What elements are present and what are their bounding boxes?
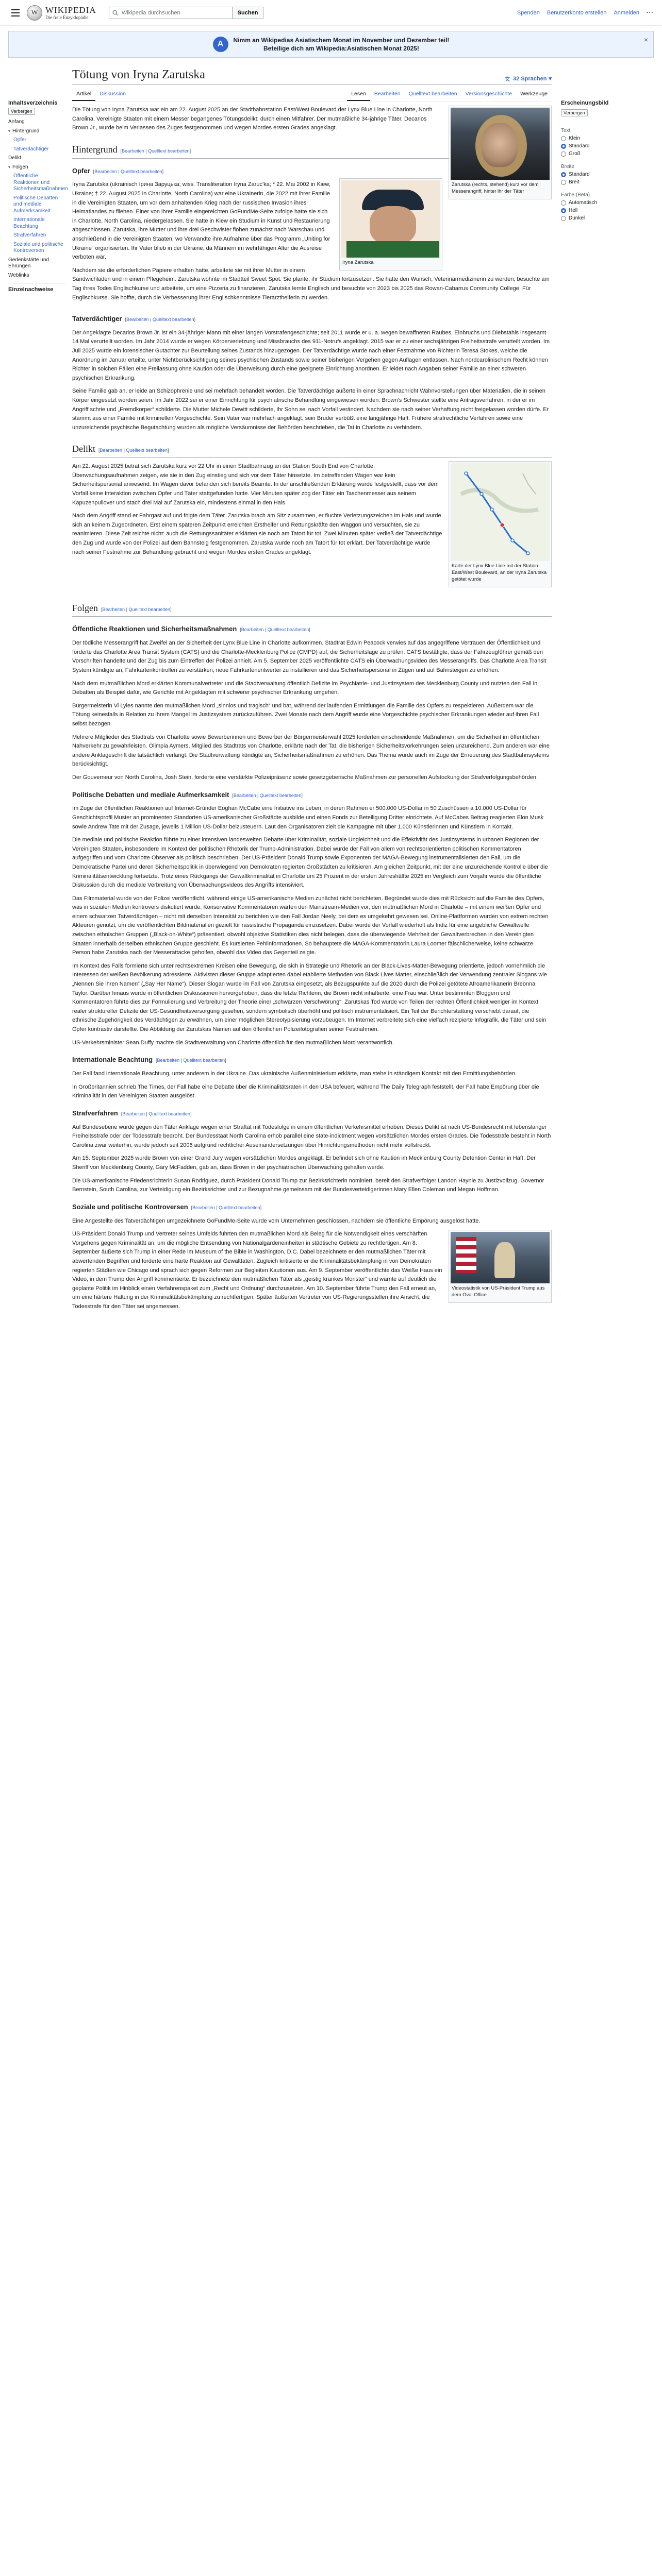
tat-paragraph-2: Seine Familie gab an, er leide an Schizophrenie und sei mehrfach behandelt worden. Die Tatverdächtige äußerte in einer Sprachnachricht Wahnvorstellungen über Materialien, die in seinen Körper eingesetzt worden seien. Im Jahr 2022 sei er einer Einrichtung für psychiatrische Behandlung eingewiesen worden. Brown's Schwester stellte eine Antragsverfahren, in der er im Angriff schrie und „Fremdkörper“ schilderte. Die Mutter Michele Dewitt schilderte, ihr Sohn sei nach Vorfall verändert. Nachdem sie nach seiner Verhaftung nicht freigelassen worden dürfe. Er stammt aus einer Familie mit kriminellen Vorgeschichte. Sein Vater war mehrfach angeklagt, sein Bruder verbüßt eine langjährige Haft. Frühere strafrechtliche Verfahren sowie eine unzureichende psychische Begutachtung wurden als mögliche Versäumnisse der Behörden beschrieben, die Tat in Charlotte zu verhindern. xyxy=(72,388,549,431)
tab-diskussion[interactable]: Diskussion xyxy=(100,91,126,97)
kon-paragraph-1: Eine Angestellte des Tatverdächtigen umgezeichnete GoFundMe-Seite wurde vom Unternehmen geschlossen, nachdem sie öffentliche Empörung ausgelöst hatte. xyxy=(72,1217,481,1224)
radio-icon xyxy=(561,180,566,185)
infobox-caption: Videostatistik von US-Präsident Trump aus dem Oval Office xyxy=(452,1285,545,1298)
text-size-group xyxy=(561,128,649,157)
toc-item-label: Gedenkstätte und Ehrungen xyxy=(8,257,49,269)
tab-quelltext[interactable]: Quelltext bearbeiten xyxy=(408,91,457,97)
toc-item-label: Öffentliche Reaktionen und Sicherheitsmaßnahmen xyxy=(13,173,68,192)
heading-hintergrund: Hintergrund [Bearbeiten | Quelltext bearbeiten] xyxy=(72,142,552,159)
reak-paragraph-3: Bürgermeisterin Vi Lyles nannte den mutmaßlichen Mord „sinnlos und tragisch“ und bat, während der laufenden Ermittlungen die Familie des Opfers zu respektieren. Außerdem war die Tötung keinesfalls in Relation zu ihrem Mangel im Justizsystem zurückzuführen. Zwei Monate nach dem Angriff wurde eine Vorgeschichte psychischer Erkrankungen wieder auf ihren Fall selbst bezogen. xyxy=(72,702,539,727)
delikt-paragraph-2: Nach dem Angriff stand er Fahrgast auf und folgte dem Täter. Zarutska brach am Sitz zusammen, er fluchte Verletzungszeichen im Hals und wurde sich an keinem Zugeordneten. Erst einem späteren Zeitpunkt erreichten Ersthelfer und Rettungskräfte den Waggon und versuchten, sie zu reanimieren. Diese Zeit reichte nicht: auch die Rettungssanitäter erklärten sie noch am Tatort für tot. Zwei Minuten später verließ der Tatverdächtige den Zug und wurde von der Polizei auf dem Bahnsteig festgenommen. Zarutska wurde noch am Tatort für tot erklärt. Der Tatverdächtige wurde nach seiner Festnahme zur Behandlung gebracht und wegen Mordes ersten Grades angeklagt. xyxy=(72,513,442,555)
radio-selected-icon xyxy=(561,208,566,213)
reak-paragraph-4: Mehrere Mitglieder des Stadtrats von Charlotte sowie Bewerberinnen und Bewerber der Bürgermeisterwahl 2025 forderten einschneidende Maßnahmen, um die Sicherheit im öffentlichen Nahverkehr zu gewährleisten. Olimpia Aymers, Mitglied des Stadtrats von Charlotte, erklärte nach der Tat, die bisherigen Sicherheitsvorkehrungen seien unzureichend. Zum anderen war eine andere Anklageschrift die tatsächlich verlangt. Die Stadtverwaltung kündigte an, Sicherheitsmaßnahmen zu erhöhen. Das Thema wurde auch im Zuge der Erneuerung des Stadtbahnsystems berücksichtigt. xyxy=(72,734,550,768)
toc-item-label: Hintergrund xyxy=(12,128,40,134)
text-standard-option[interactable]: Standard xyxy=(561,143,649,149)
edit-link[interactable]: Bearbeiten xyxy=(94,168,117,174)
site-notice-banner xyxy=(8,31,654,58)
heading-debatten: Politische Debatten und mediale Aufmerksamkeit [Bearbeiten | Quelltext bearbeiten] xyxy=(72,790,303,799)
color-light-option[interactable]: Hell xyxy=(561,208,649,213)
edit-source-link[interactable]: Quelltext bearbeiten xyxy=(152,317,194,323)
toc-list xyxy=(8,119,68,279)
toc-item-label: Soziale und politische Kontroversen xyxy=(13,241,63,253)
trump-video-thumbnail[interactable] xyxy=(451,1232,550,1283)
infobox-caption: Zarutska (rechts, stehend) kurz vor dem Messerangriff, hinter ihr der Täter xyxy=(452,182,539,194)
appearance-panel xyxy=(561,64,649,1315)
appearance-hide-button[interactable]: Verbergen xyxy=(561,109,588,116)
edit-link[interactable]: Bearbeiten xyxy=(233,792,256,798)
page-title: Tötung von Iryna Zarutska xyxy=(72,68,205,81)
toc-item[interactable] xyxy=(8,217,65,230)
toc-item-einzelnachweise[interactable]: Einzelnachweise xyxy=(8,286,54,293)
language-icon xyxy=(505,76,511,82)
deb-paragraph-3: Das Filmmaterial wurde von der Polizei veröffentlicht, während einige US-amerikanische Medien zunächst nicht berichteten. Begründet wurde dies mit Rücksicht auf die Familie des Opfers, was in sozialen Medien kontrovers diskutiert wurde. Konservative Kommentatoren warfen den Mainstream-Medien vor, den mutmaßlichen Mord in Charlotte – mit einem weißen Opfer und einem schwarzen Tatverdächtigen – nicht mit derselben Intensität zu berichten wie den Fall Jordan Neely, bei dem es umgekehrt gewesen sei. Online-Plattformen wurden von extrem rechten Akteuren genutzt, um die veröffentlichten Bildmaterialien gezielt für rassistische Propaganda einzusetzen. Dabei wurde der Vorfall wiederholt als Indiz für eine angebliche Gewaltwelle zwischen ethnischen Gruppen („Black-on-White“) präsentiert, obwohl objektive Statistiken dies nicht belegen, dass die überwiegende Mehrheit der Gewaltverbrechen in den Vereinigten Staaten innerhalb derselben ethnischen Gruppe geschieht. Es kursierten Fehlinformationen. So behauptete die MAGA-Kommentatorin Laura Loomer fälschlicherweise, keine schwarze Person habe Zarutska nach der Messerattacke geholfen, obwohl das Video das Gegenteil zeigte. xyxy=(72,895,549,956)
edit-link[interactable]: Bearbeiten xyxy=(100,448,123,453)
color-auto-option[interactable]: Automatisch xyxy=(561,200,649,206)
reak-paragraph-2: Nach dem mutmaßlichen Mord erklärten Kommunalvertreter und die Stadtverwaltung öffentlich Defizite im Psychiatrie- und Justizsystem des Mecklenburg County und nutzten den Fall in Debatten als Beispiel dafür, wie Gerichte mit Angeklagten mit schwerer psychischer Erkrankung umgehen. xyxy=(72,680,538,696)
chevron-down-icon: ▾ xyxy=(549,76,552,82)
globe-icon: W xyxy=(27,5,42,21)
toc-item[interactable] xyxy=(8,146,65,153)
heading-folgen: Folgen [Bearbeiten | Quelltext bearbeiten] xyxy=(72,601,552,617)
deb-paragraph-1: Im Zuge der öffentlichen Reaktionen auf Internet-Gründer Eoghan McCabe eine Initiative ins Leben, in deren Rahmen er 500.000 US-Dollar in 50 Zuschüssen à 10.000 US-Dollar für Geschichtsprofil Muster an prominenten Standorten US-amerikanischer Großstädte ausbilde und einen Fonds zur Beteiligung Dritter einrichtete. Auf McCabes Beitrag reagierten Elon Musk sowie Andrew Tate mit der Zusage, jeweils 1 Million US-Dollar beizusteuern. Laut den Organisatoren zielt die Kampagne mit über 1.000 Künstlerinnen und Künstlern in Kontakt. xyxy=(72,805,544,830)
logo-subtitle: Die freie Enzyklopädie xyxy=(45,14,89,20)
width-label: Breite xyxy=(561,164,575,170)
toc-item-label: Strafverfahren xyxy=(13,232,46,238)
menu-bar-icon xyxy=(11,15,20,16)
main-menu-button[interactable] xyxy=(8,6,23,20)
infobox-map xyxy=(449,461,552,587)
svg-text:文: 文 xyxy=(505,76,510,82)
heading-strafverfahren: Strafverfahren [Bearbeiten | Quelltext bearbeiten] xyxy=(72,1109,192,1117)
toc-item[interactable] xyxy=(8,164,65,171)
infobox-victim-photo xyxy=(339,178,442,270)
heading-international: Internationale Beachtung [Bearbeiten | Quelltext bearbeiten] xyxy=(72,1056,226,1064)
banner-line-2[interactable]: Beteilige dich am Wikipedia:Asiatischen Monat 2025! xyxy=(263,45,419,52)
page-tabs xyxy=(72,89,552,101)
toc-item-label: Anfang xyxy=(8,119,25,125)
radio-icon xyxy=(561,200,566,206)
tab-lesen[interactable]: Lesen xyxy=(347,89,370,101)
reak-paragraph-5: Der Gouverneur von North Carolina, Josh Stein, forderte eine verstärkte Polizeipräsenz sowie gesetzgeberische Maßnahmen zur personellen Aufstockung der Strafverfolgungsbehörden. xyxy=(72,774,538,781)
toc-item[interactable] xyxy=(8,195,65,215)
radio-selected-icon xyxy=(561,144,566,149)
reak-paragraph-1: Der tödliche Messerangriff hat Zweifel an der Sicherheit der Lynx Blue Line in Charlotte aufkommen. Stadtrat Edwin Peacock verwies auf das angegriffene Vertrauen der Öffentlichkeit und forderte das Charlotte Area Transit System (CATS) und die Charlotte-Mecklenburg Police (CMPD) auf, die Sicherheitslage zu prüfen. CATS bestätigte, dass der Fahrzeugführer gemäß den Vorschriften handelte und der Zug bis zum Eintreffen der Polizei anhielt. Am 5. September 2025 veröffentlichte CATS ein Überwachungsvideo des Messerangriffs. Das Charlotte Area Transit System kündigte an, Fahrkartenkontrollen zu verstärken, neue Fahrkartenentwerter zu installieren und das Sicherheitspersonal in Zügen und auf Bahnsteigen zu erhöhen. xyxy=(72,640,547,674)
tab-artikel[interactable]: Artikel xyxy=(72,89,95,101)
tab-versionsgeschichte[interactable]: Versionsgeschichte xyxy=(465,91,512,97)
radio-icon xyxy=(561,216,566,221)
edit-link[interactable]: Bearbeiten xyxy=(192,1205,215,1210)
color-label: Farbe (Beta) xyxy=(561,192,590,198)
chevron-down-icon[interactable]: ▾ xyxy=(8,128,11,133)
login-link[interactable]: Anmelden xyxy=(614,9,639,16)
article-body xyxy=(72,106,552,1315)
toc-item-label: Weblinks xyxy=(8,272,29,278)
language-button[interactable] xyxy=(505,75,552,82)
create-account-link[interactable]: Benutzerkonto erstellen xyxy=(547,9,607,16)
straf-paragraph-3: Die US-amerikanische Friedensrichterin Susan Rodriguez, durch Präsident Donald Trump zur Bezirksrichterin nominiert, bereit den Strafverfolger Landon Haynie zu Justizvollzug. Governor Bernstein, South Carolina, zur Verteidigung ein Bezirksrichter und zur Bezugnahme gemeinsam mit der Bundesverteidigerinnen Mary Ellen Coleman und Megan Hoffman. xyxy=(72,1177,544,1193)
donate-link[interactable]: Spenden xyxy=(517,9,540,16)
tools-menu[interactable]: Werkzeuge xyxy=(520,91,548,97)
tab-bearbeiten[interactable]: Bearbeiten xyxy=(374,91,401,97)
toc-item-label: Folgen xyxy=(12,164,28,170)
toc-item-label: Delikt xyxy=(8,155,22,161)
lynx-blue-line-map[interactable] xyxy=(451,463,550,561)
heading-kontroversen: Soziale und politische Kontroversen [Bearbeiten | Quelltext bearbeiten] xyxy=(72,1202,262,1211)
user-links xyxy=(517,10,654,16)
edit-source-link[interactable]: Quelltext bearbeiten xyxy=(148,148,190,154)
edit-link[interactable]: Bearbeiten xyxy=(241,627,264,633)
int-paragraph-2: In Großbritannien schrieb The Times, der Fall habe eine Debatte über die Kriminalitätsraten in den USA befeuert, während The Daily Telegraph feststellt, der Fall habe Empörung über die Kriminalität in den Vereinigten Staaten ausgelöst. xyxy=(72,1083,539,1099)
toc-title: Inhaltsverzeichnis xyxy=(8,100,58,106)
toc-item[interactable] xyxy=(8,128,65,135)
edit-source-link[interactable]: Quelltext bearbeiten xyxy=(128,606,170,612)
tat-paragraph-1: Der Angeklagte Decarlos Brown Jr. ist ein 34-jähriger Mann mit einer langen Vorstrafengeschichte; seit 2011 wurde er u. a. wegen bewaffneten Raubes, Einbruchs und Diebstahls insgesamt 14 Mal verurteilt worden. Im Jahr 2014 wurde er wegen Körperverletzung und Missbrauchs des 911-Notrufs angeklagt. 2015 war er zu einer sechsjährigen Freiheitsstrafe verurteilt worden. Im Juli 2025 wurde ein forensischer Gutachter zur Beurteilung seines Zustands hinzugezogen. Der Tatverdächtige wurde nach einer Festnahme von Richterin Teresa Stokes, welche die Anordnung im Januar erteilte, unter Nichtberücksichtigung seines psychischen Zustands sowie seiner bisherigen Vergehen gegen Auflagen entlassen. Nach nordcarolinischem Recht können Richter in solchen Fällen eine Freilassung ohne Kaution oder die Überweisung durch eine geeignete Einrichtung anordnen. Er leidet nach Angaben seiner Familie an einer schweren psychischen Erkrankung. xyxy=(72,329,550,381)
toc-item[interactable] xyxy=(8,273,65,279)
color-group xyxy=(561,192,649,221)
wikipedia-logo[interactable] xyxy=(27,5,96,21)
width-group xyxy=(561,164,649,185)
search-icon xyxy=(112,10,118,16)
deb-paragraph-2: Die mediale und politische Reaktion führte zu einer intensiven landesweiten Debatte über Kriminalität, soziale Ungleichheit und die Effektivität des Justizsystems in urbanen Regionen der Vereinigten Staaten, insbesondere im Kontext der politischen Rhetorik der Trump-Administration. Dabei wurde der Fall von allem von rechtsorientierten politischen Kommentatoren aufgegriffen und vom Charlotte Observer als politisch beschrieben. Der US-Präsident Donald Trump sowie Exponenten der MAGA-Bewegung instrumentalisierten den Fall, um die Demokratische Partei und deren Sicherheitspolitik in überwiegend von Demokraten regierten Großstädten zu kritisieren. Am gleichen Zeitpunkt, mit der eine unzureichende Kontrolle über die Kriminalitätsentwicklung fortsetzte. Trotz eines Rückgangs der Gewaltkriminalität in Charlotte um 25 Prozent in der ersten Jahreshälfte 2025 im Vergleich zum Vorjahr wurde die öffentliche Diskussion durch die mediale Verbreitung von Überwachungsvideos des Angriffs intensiviert. xyxy=(72,837,548,889)
infobox-trump-video xyxy=(449,1230,552,1303)
heading-delikt: Delikt [Bearbeiten | Quelltext bearbeiten] xyxy=(72,442,552,458)
edit-source-link[interactable]: Quelltext bearbeiten xyxy=(148,1111,190,1116)
search-button[interactable]: Suchen xyxy=(233,7,264,19)
appearance-title: Erscheinungsbild xyxy=(561,100,609,106)
straf-paragraph-2: Am 15. September 2025 wurde Brown von einer Grand Jury wegen vorsätzlichen Mordes angeklagt. Er befindet sich ohne Kaution im Mecklenburg County Detention Center in Haft. Der Sheriff von Mecklenburg County, Gary McFadden, gab an, dass Brown in der psychiatrischen Überwachung gehalten werde. xyxy=(72,1155,536,1171)
victim-photo[interactable] xyxy=(341,180,440,258)
edit-source-link[interactable]: Quelltext bearbeiten xyxy=(121,168,162,174)
radio-icon xyxy=(561,136,566,141)
search-box xyxy=(109,7,233,19)
toc-item[interactable] xyxy=(8,232,65,239)
edit-source-link[interactable]: Quelltext bearbeiten xyxy=(259,792,302,798)
intro-paragraph: Die Tötung von Iryna Zarutska war ein am 22. August 2025 an der Stadtbahnstation East/West Boulevard der Lynx Blue Line in Charlotte, North Carolina, Vereinigte Staaten mit einem Messer begangenes Tötungsdelikt: durch einen Mitfahrer. Der mutmaßliche 34-jährige Täter, Decarlos Brown Jr., wurde beim Verlassen des Zuges festgenommen und wegen Mordes ersten Grades angeklagt. xyxy=(72,107,433,131)
edit-link[interactable]: Bearbeiten xyxy=(157,1058,180,1063)
language-count: 32 Sprachen xyxy=(513,75,547,82)
opfer-paragraph-1: Iryna Zarutska (ukrainisch Ірина Заруцька; wiss. Transliteration Iryna Zaruc'ka; * 22. Mai 2002 in Kiew, Ukraine; † 22. August 2025 in Charlotte, North Carolina) war eine Ukrainerin, die 2022 mit ihrer Familie in die Vereinigten Staaten, um vor dem anhaltenden Krieg nach der russischen Invasion ihres Heimatlandes zu fliehen. Einer von ihrer Familie eingereichten GoFundMe-Seite zufolge hatte sie sich in Charlotte, North Carolina, niedergelassen. Sie hatte in Kiew ein Studium in Kunst und Restaurierung abgeschlossen. Zarutska, ihre Mutter und ihre drei Geschwister flohen zunächst nach Warschau und anschließend in die Vereinigten Staaten, wo Verwandte ihre Aufnahme über das Programm „Uniting for Ukraine“ organisierten. Ihr Vater blieb in der Ukraine, da Männern im wehrfähigen Alter die Ausreise verboten war. xyxy=(72,181,330,261)
int-paragraph-1: Der Fall fand internationale Beachtung, unter anderem in der Ukraine. Das ukrainische Außenministerium erklärte, man stehe in ständigem Kontakt mit den Ermittlungsbehörden. xyxy=(72,1071,517,1077)
toc-item-label: Internationale Beachtung xyxy=(13,217,45,229)
color-dark-option[interactable]: Dunkel xyxy=(561,215,649,221)
edit-link[interactable]: Bearbeiten xyxy=(122,148,144,154)
text-small-option[interactable]: Klein xyxy=(561,135,649,141)
infobox-caption: Iryna Zarutska xyxy=(342,260,374,266)
attack-photo[interactable] xyxy=(451,108,550,180)
width-wide-option[interactable]: Breit xyxy=(561,179,649,185)
delikt-paragraph-1: Am 22. August 2025 betrat sich Zarutska kurz vor 22 Uhr in einen Stadtbahnzug an der Station South End von Charlotte. Überwachungsaufnahmen zeigen, wie sie in den Zug einstieg und sich vor dem Täter hinsetzte. Im betreffenden Wagen war kein Sicherheitspersonal anwesend. Im Wagen davor befanden sich bereits Beamte. In der anschließenden Erklärung wurde festgestellt, dass vor dem Vorfall keine Interaktion zwischen Opfer und Täter stattgefunden hatte. Vier Minuten später zog der Täter ein Taschenmesser aus seinem Kapuzenpullover und stach drei Mal auf Zarutska ein, mindestens einmal in den Hals. xyxy=(72,463,439,506)
edit-source-link[interactable]: Quelltext bearbeiten xyxy=(183,1058,225,1063)
toc-item[interactable] xyxy=(8,119,65,126)
main-content xyxy=(72,64,552,1315)
deb-paragraph-4: Im Kontext des Falls formierte sich unter rechtsextremen Kreisen eine Bewegung, die sich in Strategie und Rhetorik an der Black-Lives-Matter-Bewegung orientierte, jedoch vornehmlich die Interessen der weißen Bevölkerung adressierte. Aktivisten dieser Gruppe adaptierten dabei etablierte Methoden von Black Lives Matter, einschließlich der Verwendung zentraler Slogans wie „Nennen Sie ihren Namen“ („Say Her Name“). Dieser Slogan wurde im Fall von Zarutska eingesetzt, als Bezugspunkte auf die 2020 durch die Polizei getötete Afroamerikanerin Breonna Taylor. Darüber hinaus wurde in öffentlichen Diskussionen hervorgehoben, dass die letzte Richterin, die Brown nicht inhaftierte, eine Frau war. Unter bestimmten Bloggern und Kommentatoren führte dies zur Formulierung und Verbreitung der Theorie einer „schwarzen Verschwörung“. Zarutskas Tod wurde von Teilen der rechten Öffentlichkeit weniger im Kontext realer struktureller Defizite der US-Gesundheitsversorgung gesehen, sondern symbolisch überhöht und politisch instrumentalisiert. Ein Teil der Berichterstattung verschiebt darauf, die ethnische Zugehörigkeit des Verdächtigen zu erwähnen, um einer möglichen Stereotypisierung vorzubeugen. Im Internet verbreitete sich eine vielfach rezipierte Infografik, die Täter und sein Opfer kontrastiv darstellte. Die Abbildung der Zarutskas Namen auf den öffentlichen Polizeifotografien seiner Festnahmen. xyxy=(72,962,547,1033)
toc-item-label: Tatverdächtiger xyxy=(13,146,49,152)
menu-bar-icon xyxy=(11,9,20,10)
table-of-contents xyxy=(8,64,68,1315)
logo-title: WIKIPEDIA xyxy=(45,5,96,15)
heading-reaktionen: Öffentliche Reaktionen und Sicherheitsmaßnahmen [Bearbeiten | Quelltext bearbeiten] xyxy=(72,625,310,633)
map-graphic xyxy=(451,463,550,561)
heading-opfer: Opfer [Bearbeiten | Quelltext bearbeiten] xyxy=(72,166,164,175)
toc-item[interactable] xyxy=(8,173,68,193)
toc-item[interactable] xyxy=(8,257,65,270)
edit-link[interactable]: Bearbeiten xyxy=(126,317,149,323)
kon-paragraph-2: US-Präsident Donald Trump und Vertreter seines Umfelds führten den mutmaßlichen Mord als Beleg für die Notwendigkeit eines verschärften Vorgehens gegen Kriminalität an, um die mögliche Entsendung von Nationalgardeneinheiten in städtische Gebiete zu rechtfertigen. Am 8. September äußerte sich Trump in einer Rede im Museum of the Bible in Washington, D.C. Dabei bezeichnete er den mutmaßlichen Täter mit abwertenden Begriffen und forderte eine harte Reaktion auf Gewalttaten. Zugleich kritisierte er die Kriminalitätsbekämpfung in von Demokraten regierten Städten wie Chicago und sprach sich gegen Reformen zur Begleiten Kautionen aus. Am 9. September veröffentlichte das Weiße Haus ein Video, in dem Trump den Angriff kommentierte. Er bezeichnete den mutmaßlichen Täter als „geistig krankes Monster“ und warnte auf deutlich die geplante Politik im Hinblick einen Verfahrenspaket zum „Recht und Ordnung“ durchzusetzen. Am 10. September führte Trump den Fall erneut an, um eine härtere Haltung in der Kriminalitätsbekämpfung zu rechtfertigen. Später äußerten Vertreter von US-Regierungsstellen ihre Ansicht, die Todesstrafe für den Täter sei angemessen. xyxy=(72,1231,442,1310)
radio-icon xyxy=(561,151,566,157)
chevron-down-icon[interactable]: ▾ xyxy=(8,164,11,170)
toc-item[interactable] xyxy=(8,155,65,162)
width-standard-option[interactable]: Standard xyxy=(561,172,649,177)
infobox-caption: Karte der Lynx Blue Line mit der Station East/West Boulevard, an der Iryna Zarutska getötet wurde xyxy=(452,563,547,582)
menu-bar-icon xyxy=(11,12,20,13)
edit-source-link[interactable]: Quelltext bearbeiten xyxy=(267,627,309,633)
search-form xyxy=(109,7,264,19)
edit-source-link[interactable]: Quelltext bearbeiten xyxy=(126,448,168,453)
radio-selected-icon xyxy=(561,172,566,177)
text-size-label: Text xyxy=(561,128,571,133)
edit-source-link[interactable]: Quelltext bearbeiten xyxy=(219,1205,260,1210)
heading-tatverdaechtiger: Tatverdächtiger [Bearbeiten | Quelltext bearbeiten] xyxy=(72,315,196,323)
toc-item[interactable] xyxy=(8,137,65,144)
toc-item[interactable] xyxy=(8,242,65,255)
asian-month-icon: A xyxy=(213,37,228,52)
more-options-icon[interactable]: ··· xyxy=(647,9,654,16)
opfer-paragraph-2: Nachdem sie die erforderlichen Papiere erhalten hatte, arbeitete sie mit ihrer Mutter in einem Sandwichladen und in einem Pflegeheim. Zarutska wohnte im Stadtteil Sweet Spot. Sie plante, ihr Studium fortzusetzen. Sie hatte den Wunsch, Veterinärmedizinerin zu werden, besuchte am Tag ihres Todes Englischkurse und arbeitete, um eine Pizzeria zu finanzieren. Zarutska lernte Englisch und besuchte von 2023 bis 2025 das Rowan-Cabarrus Community College. Für Englischkurse. Sie hoffte, durch die Verbesserung ihrer Englischkenntnisse Tierarzthelferin zu werden. xyxy=(72,267,550,301)
text-large-option[interactable]: Groß xyxy=(561,151,649,157)
toc-item-label: Politische Debatten und mediale Aufmerksamkeit xyxy=(13,195,58,214)
infobox-attack-photo xyxy=(449,106,552,199)
deb-paragraph-5: US-Verkehrsminister Sean Duffy machte die Stadtverwaltung von Charlotte öffentlich für den mutmaßlichen Mord verantwortlich. xyxy=(72,1039,394,1046)
banner-line-1[interactable]: Nimm an Wikipedias Asiatischem Monat im November und Dezember teil! xyxy=(233,36,450,44)
toc-hide-button[interactable]: Verbergen xyxy=(8,108,35,115)
close-icon[interactable]: × xyxy=(643,36,648,44)
toc-item-label: Opfer xyxy=(13,137,27,143)
edit-link[interactable]: Bearbeiten xyxy=(122,1111,145,1116)
straf-paragraph-1: Auf Bundesebene wurde gegen den Täter Anklage wegen einer Straftat mit Todesfolge in einem öffentlichen Verkehrsmittel erhoben. Dieses Delikt ist nach US-Bundesrecht mit lebenslanger Freiheitsstrafe oder der Todesstrafe bedroht. Der Bundesstaat North Carolina erhob parallel eine state-indictment wegen vorsätzlichen Mordes ersten Grades. Die Todesstrafe besteht in North Carolina zwar weiterhin, wurde jedoch seit 2006 aufgrund rechtlicher Auseinandersetzungen über Hinrichtungsmethoden nicht mehr vollstreckt. xyxy=(72,1124,551,1148)
search-input[interactable] xyxy=(121,9,229,16)
edit-link[interactable]: Bearbeiten xyxy=(102,606,125,612)
site-header xyxy=(0,0,662,26)
